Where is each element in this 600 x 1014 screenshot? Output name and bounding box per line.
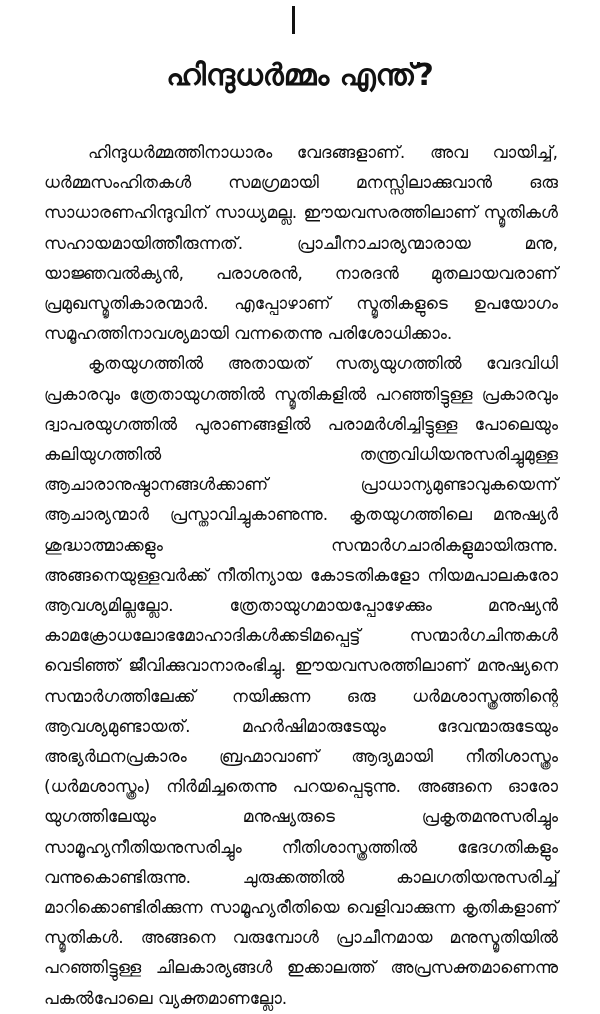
page-top-mark — [292, 6, 295, 34]
body-text — [44, 138, 558, 1014]
page-title: ഹിന്ദുധർമ്മം എന്ത്? — [166, 58, 434, 93]
paragraph-1: ഹിന്ദുധർമ്മത്തിനാധാരം വേദങ്ങളാണ്. അവ വായിച്ച്, ധർമ്മസംഹിതകൾ സമഗ്രമായി മനസ്സിലാക്കുവാൻ ഒരു സാധാരണഹിന്ദുവിന് സാധ്യമല്ല. ഈയവസരത്തിലാണ് സ്മൃതികൾ സഹായമായിത്തീരുന്നത്. പ്രാചീനാചാര്യന്മാരായ മനു, യാജ്ഞവൽക്യൻ, പരാശരൻ, നാരദൻ മുതലായവരാണ് പ്രമുഖസ്മൃതികാരന്മാർ. എപ്പോഴാണ് സ്മൃതികളുടെ ഉപയോഗം സമൂഹത്തിനാവശ്യമായി വന്നതെന്നു പരിശോധിക്കാം. — [44, 143, 558, 345]
paragraph-2: കൃതയുഗത്തിൽ അതായത് സത്യയുഗത്തിൽ വേദവിധി പ്രകാരവും ത്രേതായുഗത്തിൽ സ്മൃതികളിൽ പറഞ്ഞിട്ടുള്ള പ്രകാരവും ദ്വാപരയുഗത്തിൽ പുരാണങ്ങളിൽ പരാമർശിച്ചിട്ടുള്ള പോലെയും കലിയുഗത്തിൽ തന്ത്രവിധിയനുസരിച്ചുമുള്ള ആചാരാനുഷ്ഠാനങ്ങൾക്കാണ് പ്രാധാന്യമുണ്ടാവുകയെന്ന് ആചാര്യന്മാർ പ്രസ്താവിച്ചുകാണുന്നു. കൃതയുഗത്തിലെ മനുഷ്യർ ശുദ്ധാത്മാക്കളും സന്മാർഗചാരികളുമായിരുന്നു. അങ്ങനെയുള്ളവർക്ക് നീതിന്യായ കോടതികളോ നിയമപാലകരോ ആവശ്യമില്ലല്ലോ. ത്രേതായുഗമായപ്പോഴേക്കും മനുഷ്യൻ കാമക്രോധലോഭമോഹാദികൾക്കടിമപ്പെട്ട് സന്മാർഗചിന്തകൾ വെടിഞ്ഞ് ജീവിക്കുവാനാരംഭിച്ചു. ഈയവസരത്തിലാണ് മനുഷ്യനെ സന്മാർഗത്തിലേക്ക് നയിക്കുന്ന ഒരു ധർമശാസ്ത്രത്തിന്റെ ആവശ്യമുണ്ടായത്. മഹർഷിമാരുടേയും ദേവന്മാരുടേയും അഭ്യർഥനപ്രകാരം ബ്രഹ്മാവാണ് ആദ്യമായി നീതിശാസ്ത്രം (ധർമശാസ്ത്രം) നിർമിച്ചതെന്നു പറയപ്പെടുന്നു. അങ്ങനെ ഓരോ യുഗത്തിലേയും മനുഷ്യരുടെ പ്രകൃതമനുസരിച്ചും സാമൂഹ്യനീതിയനുസരിച്ചും നീതിശാസ്ത്രത്തിൽ ഭേദഗതികളും വന്നുകൊണ്ടിരുന്നു. ചുരുക്കത്തിൽ കാലഗതിയനുസരിച്ച് മാറിക്കൊണ്ടിരിക്കുന്ന സാമൂഹ്യരീതിയെ വെളിവാക്കുന്ന കൃതികളാണ് സ്മൃതികൾ. അങ്ങനെ വരുമ്പോൾ പ്രാചീനമായ മനുസ്മൃതിയിൽ പറഞ്ഞിട്ടുള്ള ചിലകാര്യങ്ങൾ ഇക്കാലത്ത് അപ്രസക്തമാണെന്നു പകൽപോലെ വ്യക്തമാണല്ലോ. — [44, 354, 558, 1009]
